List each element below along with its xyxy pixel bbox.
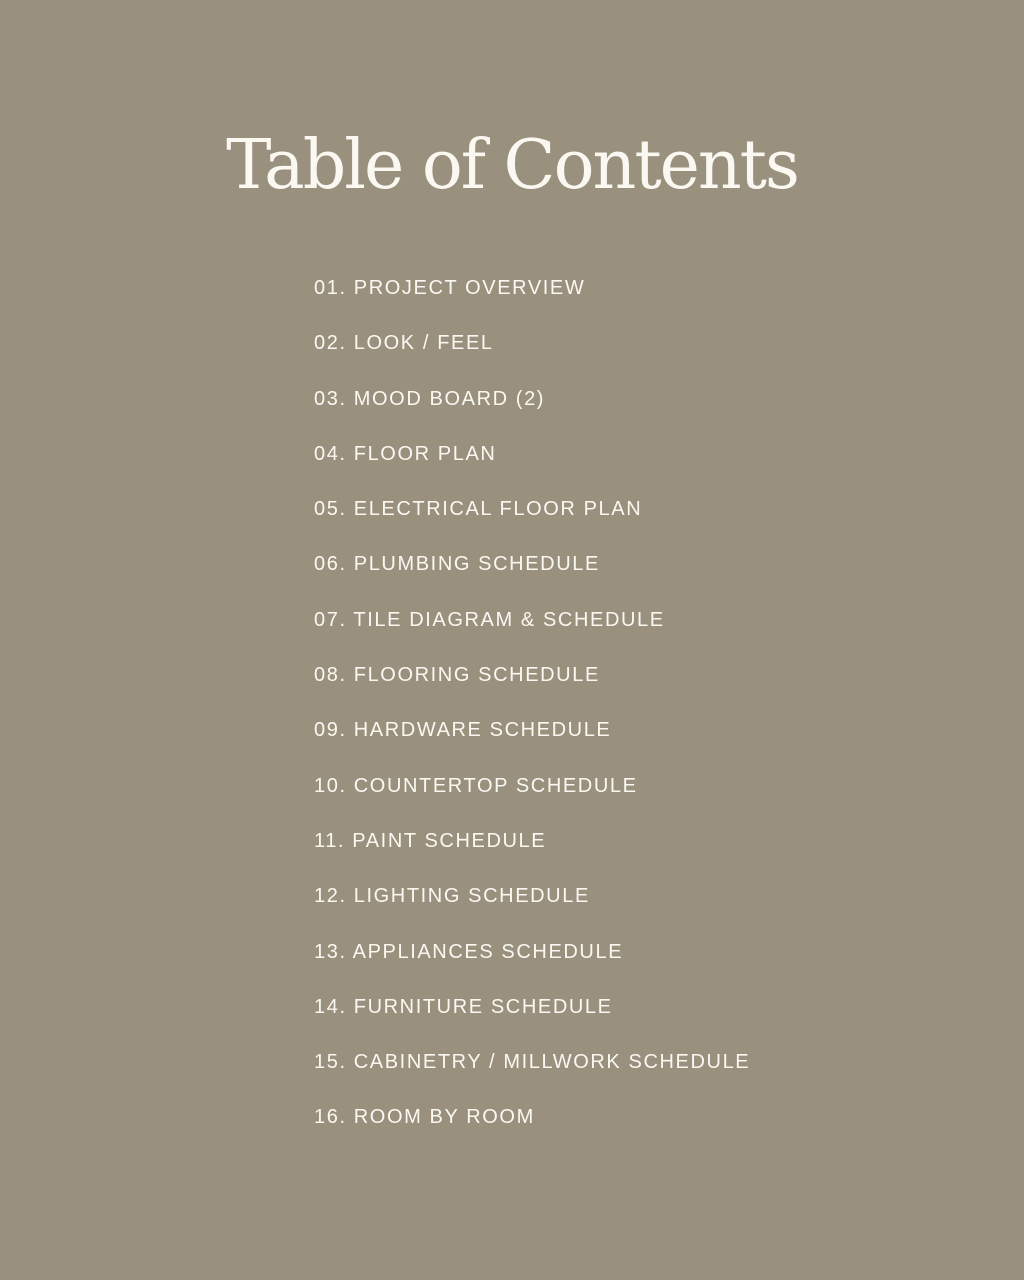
toc-item-plumbing-schedule: 06. PLUMBING SCHEDULE: [314, 553, 600, 576]
toc-item-room-by-room: 16. ROOM BY ROOM: [314, 1106, 535, 1129]
toc-list: [314, 268, 750, 1153]
toc-item-hardware-schedule: 09. HARDWARE SCHEDULE: [314, 719, 612, 742]
toc-item-tile-diagram-schedule: 07. TILE DIAGRAM & SCHEDULE: [314, 608, 665, 631]
toc-item-mood-board: 03. MOOD BOARD (2): [314, 387, 546, 410]
toc-item-countertop-schedule: 10. COUNTERTOP SCHEDULE: [314, 774, 638, 797]
toc-item-paint-schedule: 11. PAINT SCHEDULE: [314, 829, 547, 852]
toc-item-flooring-schedule: 08. FLOORING SCHEDULE: [314, 664, 600, 687]
page-title: Table of Contents: [226, 126, 798, 205]
toc-item-appliances-schedule: 13. APPLIANCES SCHEDULE: [314, 940, 624, 963]
toc-item-look-feel: 02. LOOK / FEEL: [314, 332, 494, 355]
toc-item-furniture-schedule: 14. FURNITURE SCHEDULE: [314, 995, 613, 1018]
toc-item-project-overview: 01. PROJECT OVERVIEW: [314, 277, 586, 299]
toc-item-electrical-floor-plan: 05. ELECTRICAL FLOOR PLAN: [314, 498, 643, 521]
toc-item-floor-plan: 04. FLOOR PLAN: [314, 442, 497, 465]
toc-item-cabinetry-millwork-schedule: 15. CABINETRY / MILLWORK SCHEDULE: [314, 1051, 751, 1074]
toc-item-lighting-schedule: 12. LIGHTING SCHEDULE: [314, 885, 590, 908]
